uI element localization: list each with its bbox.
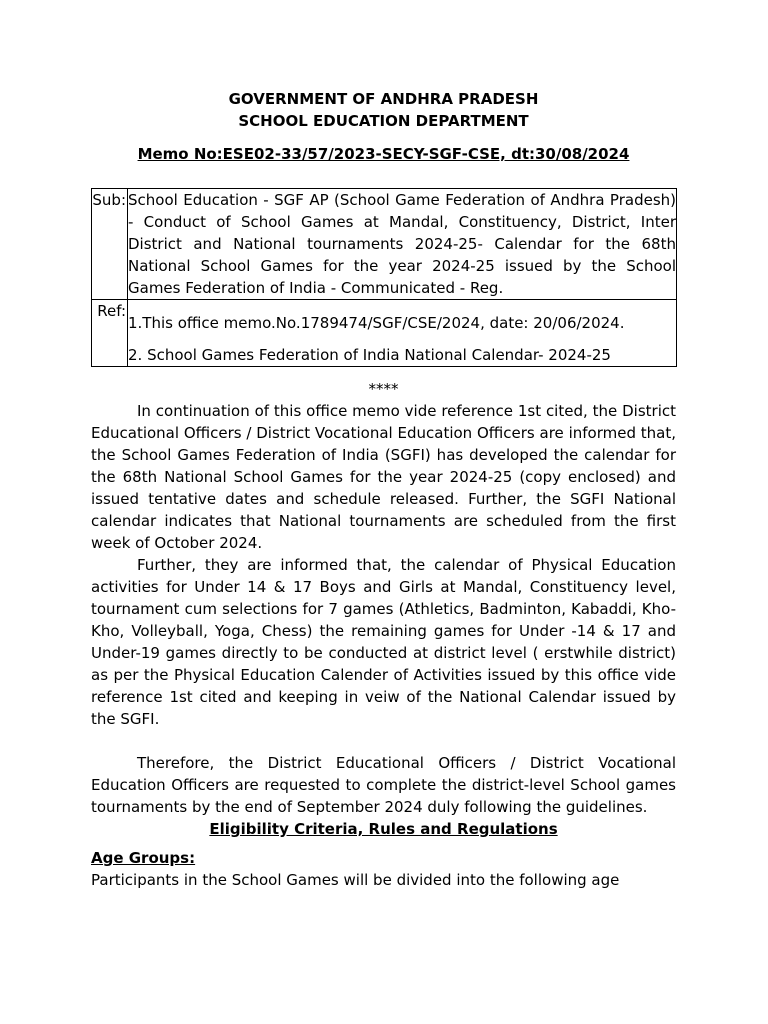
blank-line <box>91 730 676 752</box>
memo-number: Memo No:ESE02-33/57/2023-SECY-SGF-CSE, dt:30/08/2024 <box>137 145 630 163</box>
subject-label <box>92 189 128 300</box>
subject-row <box>92 189 677 300</box>
subject-text: School Education - SGF AP (School Game Federation of Andhra Pradesh) - Conduct of School Games at Mandal, Constituency, District, Inter District and National tournaments 2024-25- Calendar for the 68th National School Games for the year 2024-25 issued by the School Games Federation of India - Communicated - Reg. <box>128 189 677 300</box>
reference-row <box>92 300 677 367</box>
age-groups-title: Age Groups: <box>91 849 196 867</box>
eligibility-title: Eligibility Criteria, Rules and Regulations <box>209 820 558 838</box>
department-title: SCHOOL EDUCATION DEPARTMENT <box>238 112 529 130</box>
government-title: GOVERNMENT OF ANDHRA PRADESH <box>228 90 539 108</box>
reference-item-2: 2. School Games Federation of India National Calendar- 2024-25 <box>128 346 611 364</box>
memo-document <box>91 88 676 891</box>
paragraph-3: Therefore, the District Educational Officers / District Vocational Education Officers are requested to complete the district-level School games tournaments by the end of September 2024 duly following the guidelines. <box>91 754 676 816</box>
reference-label: Ref: <box>92 300 128 367</box>
reference-items <box>128 300 677 367</box>
subject-reference-table <box>91 188 677 367</box>
paragraph-1: In continuation of this office memo vide reference 1st cited, the District Educational Officers / District Vocational Education Officers are informed that, the School Games Federation of India (SGFI) has developed the calendar for the 68th National School Games for the year 2024-25 (copy enclosed) and issued tentative dates and schedule released. Further, the SGFI National calendar indicates that National tournaments are scheduled from the first week of October 2024. <box>91 402 676 552</box>
separator-stars: **** <box>368 380 399 398</box>
subject-label-text: Sub: <box>92 191 126 209</box>
reference-item-1: 1.This office memo.No.1789474/SGF/CSE/2024, date: 20/06/2024. <box>128 314 625 332</box>
paragraph-2: Further, they are informed that, the calendar of Physical Education activities for Under 14 & 17 Boys and Girls at Mandal, Constituency level, tournament cum selections for 7 games (Athletics, Badminton, Kabaddi, Kho-Kho, Volleyball, Yoga, Chess) the remaining games for Under -14 & 17 and Under-19 games directly to be conducted at district level ( erstwhile district) as per the Physical Education Calender of Activities issued by this office vide reference 1st cited and keeping in veiw of the National Calendar issued by the SGFI. <box>91 556 676 728</box>
age-groups-text: Participants in the School Games will be divided into the following age <box>91 871 620 889</box>
